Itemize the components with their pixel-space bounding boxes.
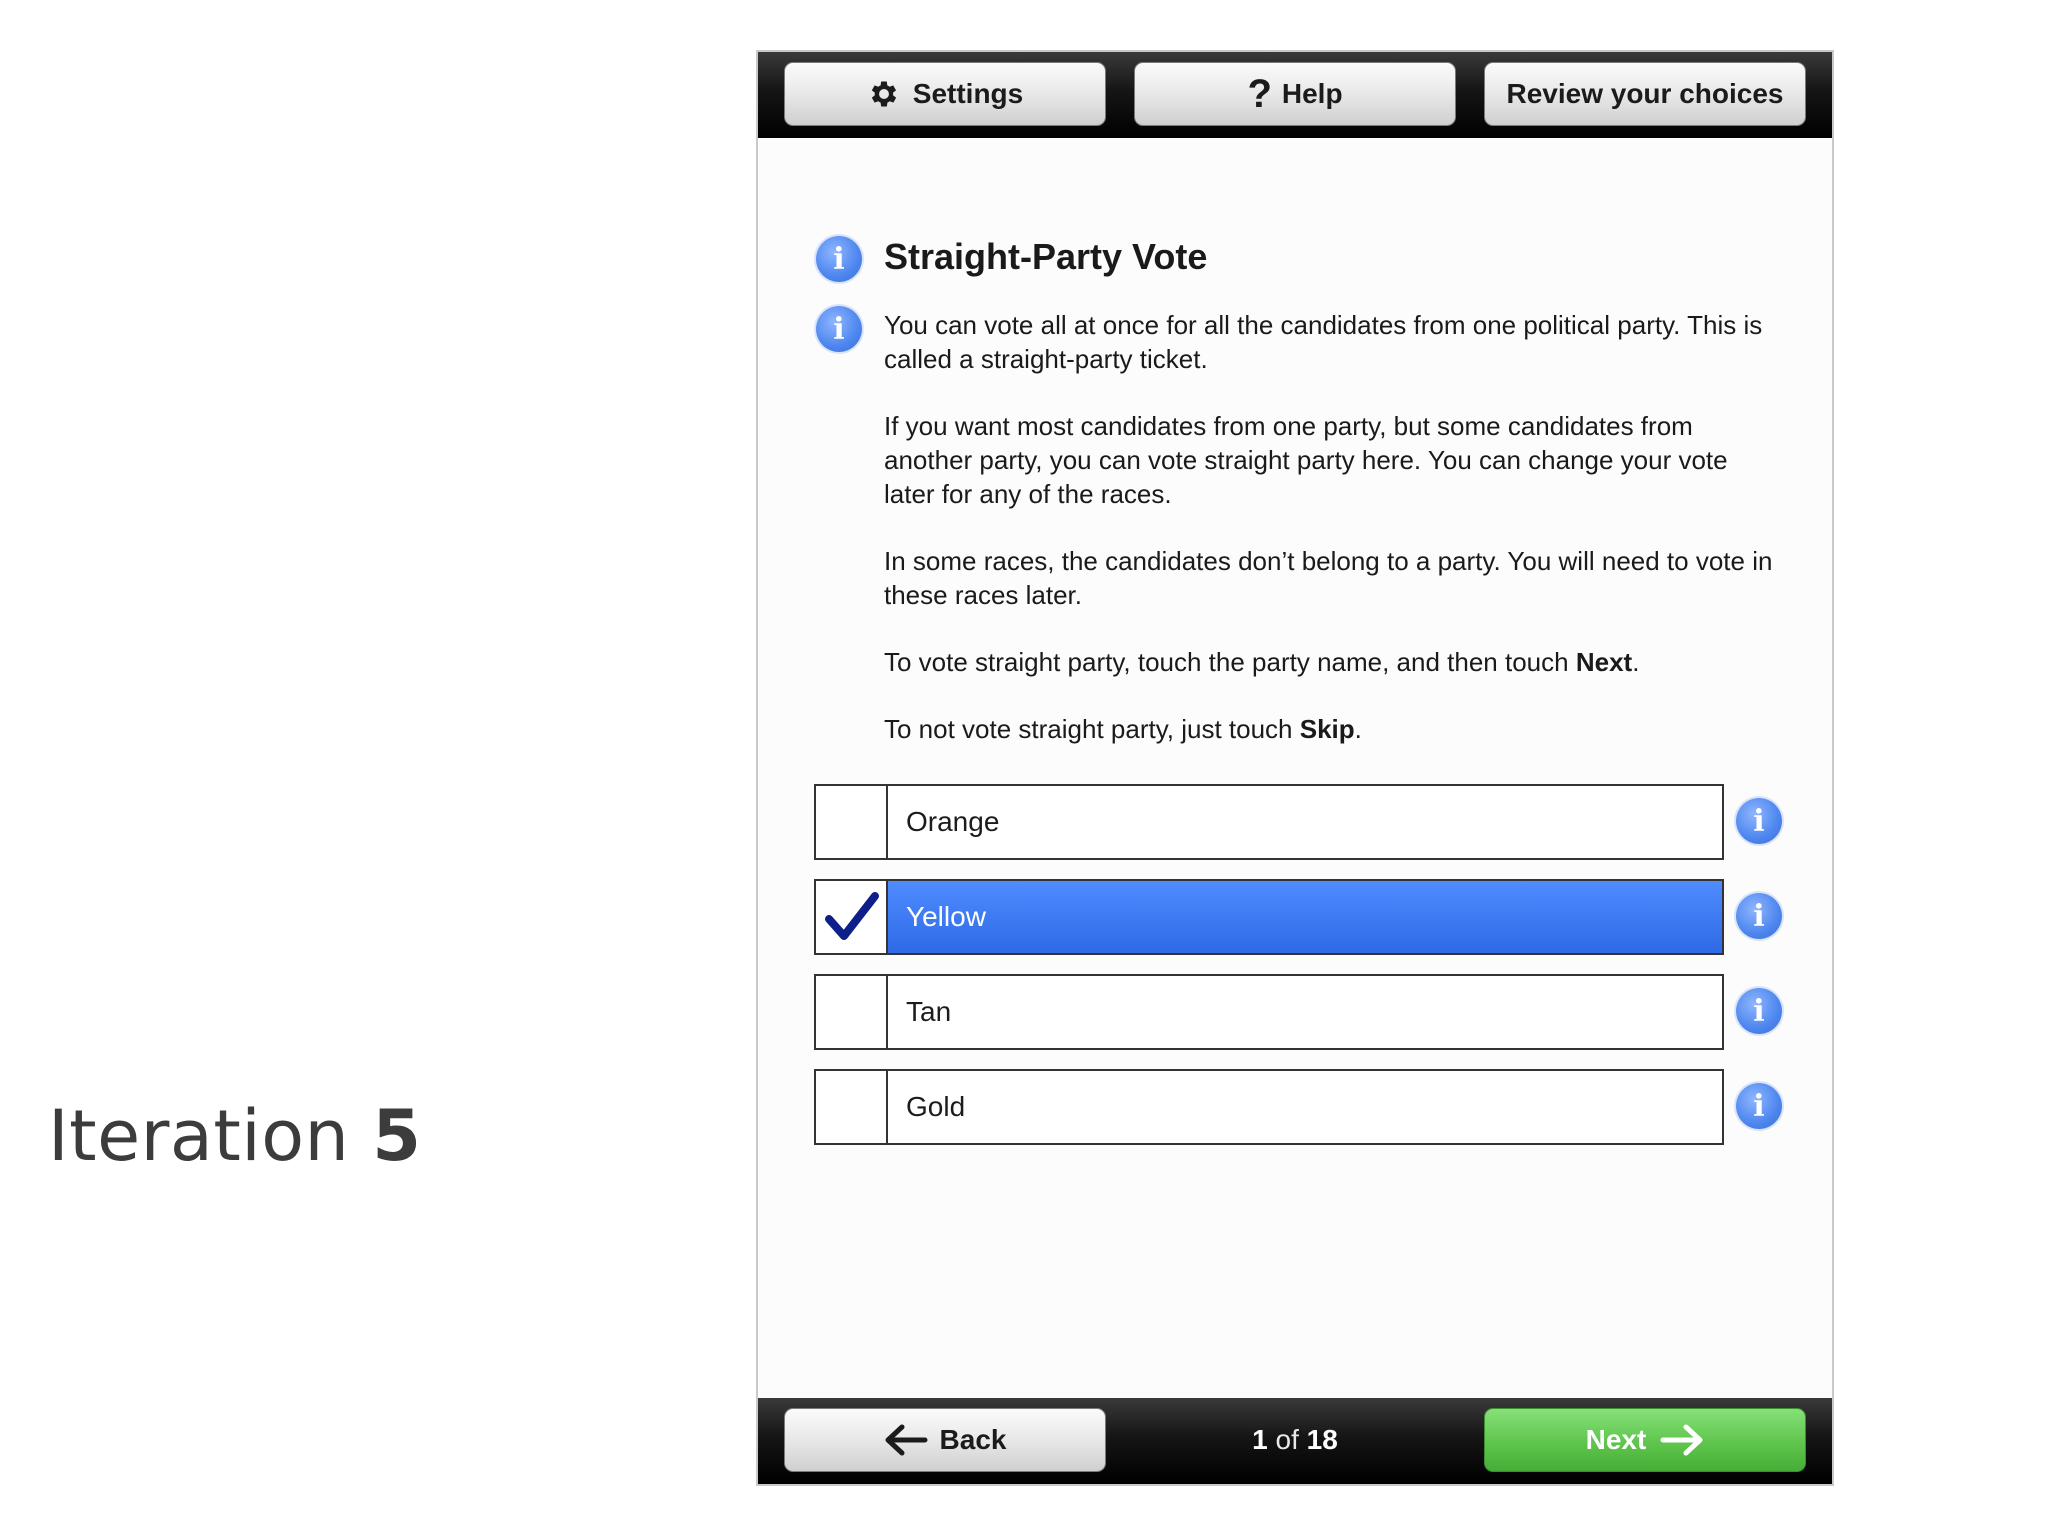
info-icon[interactable]: i <box>1736 798 1782 844</box>
ballot-device <box>758 52 1832 1484</box>
instruction-paragraph: To vote straight party, touch the party name, and then touch Next. <box>884 647 1640 677</box>
page-of: of <box>1275 1424 1299 1455</box>
info-icon[interactable]: i <box>816 236 862 282</box>
instruction-paragraph: If you want most candidates from one party, but some candidates from another party, you can vote straight party here. You can change your vote later for any of the races. <box>884 411 1728 509</box>
page-current: 1 <box>1252 1424 1268 1455</box>
instruction-paragraph: You can vote all at once for all the candidates from one political party. This is called a straight-party ticket. <box>884 310 1763 374</box>
arrow-right-icon <box>1660 1424 1704 1456</box>
info-icon[interactable]: i <box>1736 893 1782 939</box>
help-label: Help <box>1281 78 1343 109</box>
help-button[interactable] <box>1134 62 1456 126</box>
page-total: 18 <box>1306 1424 1338 1455</box>
party-choice-yellow[interactable] <box>814 879 1706 953</box>
slide-label <box>48 1095 421 1177</box>
page-title: Straight-Party Vote <box>884 236 1208 277</box>
settings-button[interactable] <box>784 62 1106 126</box>
checkmark-icon <box>825 892 879 942</box>
review-choices-button[interactable] <box>1484 62 1806 126</box>
choice-label: Tan <box>886 974 1724 1050</box>
next-label: Next <box>1585 1424 1647 1455</box>
back-label: Back <box>939 1424 1007 1455</box>
party-choice-tan[interactable] <box>814 974 1706 1048</box>
gear-icon <box>867 77 901 111</box>
bottom-toolbar <box>758 1398 1832 1484</box>
choice-checkbox[interactable] <box>814 974 890 1050</box>
choice-checkbox[interactable] <box>814 784 890 860</box>
settings-label: Settings <box>912 78 1024 109</box>
choice-checkbox[interactable] <box>814 879 890 955</box>
instructions <box>884 308 1784 779</box>
info-icon[interactable]: i <box>816 306 862 352</box>
skip-keyword: Skip <box>1299 714 1355 744</box>
instruction-paragraph: In some races, the candidates don’t belong to a party. You will need to vote in these races later. <box>884 546 1773 610</box>
next-button[interactable] <box>1484 1408 1806 1472</box>
slide-label-number: 5 <box>372 1095 422 1177</box>
choice-label: Yellow <box>886 879 1724 955</box>
choice-label: Gold <box>886 1069 1724 1145</box>
slide-label-text: Iteration <box>48 1095 350 1177</box>
info-icon[interactable]: i <box>1736 1083 1782 1129</box>
choice-label: Orange <box>886 784 1724 860</box>
top-toolbar <box>758 52 1832 138</box>
next-keyword: Next <box>1575 647 1633 677</box>
party-choice-gold[interactable] <box>814 1069 1706 1143</box>
instruction-paragraph: To not vote straight party, just touch Skip. <box>884 714 1362 744</box>
party-choice-orange[interactable] <box>814 784 1706 858</box>
choice-checkbox[interactable] <box>814 1069 890 1145</box>
info-icon[interactable]: i <box>1736 988 1782 1034</box>
review-choices-label: Review your choices <box>1506 78 1784 109</box>
question-mark-icon: ? <box>1247 72 1272 116</box>
